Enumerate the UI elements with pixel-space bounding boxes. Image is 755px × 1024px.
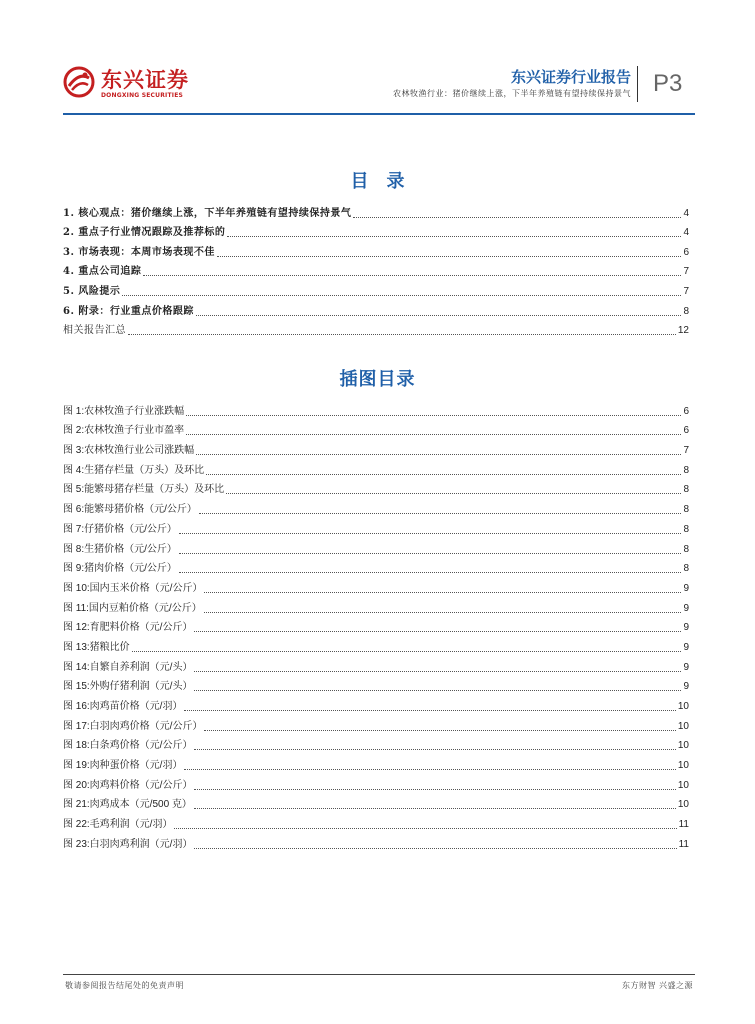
dot-leader (179, 572, 682, 573)
figure-item[interactable] (63, 516, 689, 536)
toc-item-page: 7 (683, 266, 689, 278)
figure-item-label: 图 7:仔猪价格（元/公斤） (63, 523, 177, 535)
figure-item-label: 图 5:能繁母猪存栏量（万头）及环比 (63, 484, 225, 496)
figure-item-page: 10 (677, 799, 689, 811)
toc-item-label: 3. 市场表现：本周市场表现不佳 (63, 246, 215, 258)
figure-item-page: 9 (683, 602, 689, 614)
figure-item-label: 图 19:肉种蛋价格（元/羽） (63, 760, 183, 772)
dot-leader (196, 315, 682, 316)
figure-item-label: 图 2:农林牧渔子行业市盈率 (63, 425, 185, 437)
toc-item-page: 4 (683, 227, 689, 239)
dot-leader (179, 553, 682, 554)
figure-item[interactable] (63, 831, 689, 851)
figure-item-label: 图 18:白条鸡价格（元/公斤） (63, 740, 193, 752)
toc-item-page: 6 (683, 246, 689, 258)
toc-item-label: 1. 核心观点：猪价继续上涨，下半年养殖链有望持续保持景气 (63, 207, 352, 219)
toc-item[interactable] (63, 298, 689, 318)
figure-item-label: 图 21:肉鸡成本（元/500 克） (63, 799, 192, 811)
figure-item-page: 9 (683, 622, 689, 634)
figure-item-page: 8 (683, 543, 689, 555)
figure-item-label: 图 9:猪肉价格（元/公斤） (63, 563, 177, 575)
dot-leader (122, 295, 681, 296)
dot-leader (217, 256, 682, 257)
page-number: P3 (653, 70, 683, 97)
dot-leader (194, 671, 681, 672)
figure-item-label: 图 11:国内豆粕价格（元/公斤） (63, 602, 202, 614)
figure-item[interactable] (63, 693, 689, 713)
footer-rule (63, 974, 695, 975)
figure-item[interactable] (63, 811, 689, 831)
figure-item[interactable] (63, 674, 689, 694)
dot-leader (194, 848, 676, 849)
figure-item-page: 7 (683, 445, 689, 457)
dot-leader (184, 769, 675, 770)
figure-item-page: 10 (677, 701, 689, 712)
dot-leader (353, 217, 681, 218)
figure-item-page: 6 (683, 405, 689, 417)
figure-item[interactable] (63, 615, 689, 635)
figure-item[interactable] (63, 536, 689, 556)
figure-item[interactable] (63, 496, 689, 516)
figure-item-page: 9 (683, 582, 689, 594)
dot-leader (204, 592, 681, 593)
figure-item[interactable] (63, 398, 689, 418)
figure-item-page: 8 (683, 484, 689, 496)
toc-item[interactable] (63, 220, 689, 240)
toc-item[interactable] (63, 200, 689, 220)
figure-item-label: 图 23:白羽肉鸡利润（元/羽） (63, 838, 193, 850)
dot-leader (179, 533, 682, 534)
figure-item-label: 图 20:肉鸡料价格（元/公斤） (63, 779, 193, 791)
figure-item-page: 9 (683, 681, 689, 693)
figure-item-page: 10 (677, 740, 689, 752)
dot-leader (186, 415, 681, 416)
figure-item-label: 图 22:毛鸡利润（元/羽） (63, 819, 173, 831)
figure-item[interactable] (63, 733, 689, 753)
figure-item-label: 图 4:生猪存栏量（万头）及环比 (63, 464, 205, 476)
dot-leader (186, 434, 681, 435)
toc-item[interactable] (63, 239, 689, 259)
dot-leader (132, 651, 682, 652)
figure-item-label: 图 13:猪粮比价 (63, 641, 130, 653)
figure-item-page: 11 (678, 819, 689, 831)
figure-item-page: 8 (683, 464, 689, 476)
figure-item[interactable] (63, 437, 689, 457)
figure-item[interactable] (63, 654, 689, 674)
dongxing-logo-icon (63, 66, 95, 98)
toc-item-label: 6. 附录：行业重点价格跟踪 (63, 305, 194, 317)
figure-item-label: 图 8:生猪价格（元/公斤） (63, 543, 177, 555)
figure-item[interactable] (63, 575, 689, 595)
toc-item[interactable] (63, 259, 689, 279)
dot-leader (128, 334, 676, 335)
figure-item-page: 8 (683, 523, 689, 535)
dot-leader (206, 474, 681, 475)
toc-item-label: 5. 风险提示 (63, 285, 121, 297)
header-rule (63, 113, 695, 115)
figure-item[interactable] (63, 713, 689, 733)
figure-item[interactable] (63, 634, 689, 654)
figure-item-page: 6 (683, 425, 689, 437)
dot-leader (226, 493, 681, 494)
dot-leader (196, 454, 681, 455)
dot-leader (143, 275, 681, 276)
figure-item-label: 图 17:白羽肉鸡价格（元/公斤） (63, 720, 203, 732)
figure-item-label: 图 6:能繁母猪价格（元/公斤） (63, 504, 197, 516)
figure-item-page: 10 (677, 720, 689, 732)
footer-slogan: 东方财智 兴盛之源 (621, 981, 693, 990)
figure-item[interactable] (63, 457, 689, 477)
toc-item-page: 8 (683, 305, 689, 317)
toc-item[interactable] (63, 278, 689, 298)
figure-item-label: 图 10:国内玉米价格（元/公斤） (63, 582, 203, 594)
figure-item-page: 9 (683, 661, 689, 673)
dot-leader (227, 236, 681, 237)
dot-leader (174, 828, 676, 829)
dot-leader (199, 513, 682, 514)
figure-item[interactable] (63, 477, 689, 497)
company-logo (63, 64, 213, 106)
footer-disclaimer: 敬请参阅报告结尾处的免责声明 (65, 981, 184, 990)
dot-leader (194, 631, 681, 632)
figure-item[interactable] (63, 772, 689, 792)
report-type-title: 东兴证券行业报告 (510, 68, 631, 86)
figure-item-label: 图 14:自繁自养利润（元/头） (63, 661, 193, 673)
logo-english-name: DONGXING SECURITIES (101, 92, 184, 99)
figures-title: 插图目录 (339, 369, 416, 390)
figure-item-page: 10 (677, 779, 689, 791)
dot-leader (194, 749, 675, 750)
figure-item-label: 图 12:育肥料价格（元/公斤） (63, 622, 193, 634)
toc-item-label: 4. 重点公司追踪 (63, 266, 142, 278)
figure-item-page: 11 (678, 838, 689, 850)
dot-leader (194, 808, 676, 809)
figure-item-label: 图 1:农林牧渔子行业涨跌幅 (63, 405, 185, 417)
logo-chinese-name: 东兴证券 (101, 68, 189, 92)
figure-item-page: 9 (683, 641, 689, 653)
toc-item[interactable] (63, 318, 689, 338)
dot-leader (204, 612, 682, 613)
dot-leader (194, 690, 681, 691)
figure-item-label: 图 15:外购仔猪利润（元/头） (63, 681, 193, 693)
dot-leader (204, 730, 675, 731)
toc-title: 目录 (350, 171, 423, 192)
toc-item-page: 4 (683, 207, 689, 219)
toc-item-label: 相关报告汇总 (63, 325, 126, 337)
toc-item-page: 12 (677, 325, 689, 337)
toc-item-label: 2. 重点子行业情况跟踪及推荐标的 (63, 227, 226, 239)
toc-list (63, 200, 689, 337)
toc-item-page: 7 (683, 285, 689, 297)
figure-item[interactable] (63, 595, 689, 615)
figure-item-page: 10 (677, 760, 689, 772)
figure-item-page: 8 (683, 563, 689, 575)
figure-item-label: 图 16:肉鸡苗价格（元/羽） (63, 701, 183, 712)
report-subtitle: 农林牧渔行业：猪价继续上涨，下半年养殖链有望持续保持景气 (393, 89, 631, 98)
dot-leader (184, 710, 675, 711)
figure-item[interactable] (63, 418, 689, 438)
figures-list (63, 398, 689, 851)
figure-item[interactable] (63, 752, 689, 772)
figure-item-label: 图 3:农林牧渔行业公司涨跌幅 (63, 445, 195, 457)
figure-item[interactable] (63, 556, 689, 576)
dot-leader (194, 789, 675, 790)
figure-item[interactable] (63, 792, 689, 812)
header-divider (637, 66, 638, 102)
figure-item-page: 8 (683, 504, 689, 516)
